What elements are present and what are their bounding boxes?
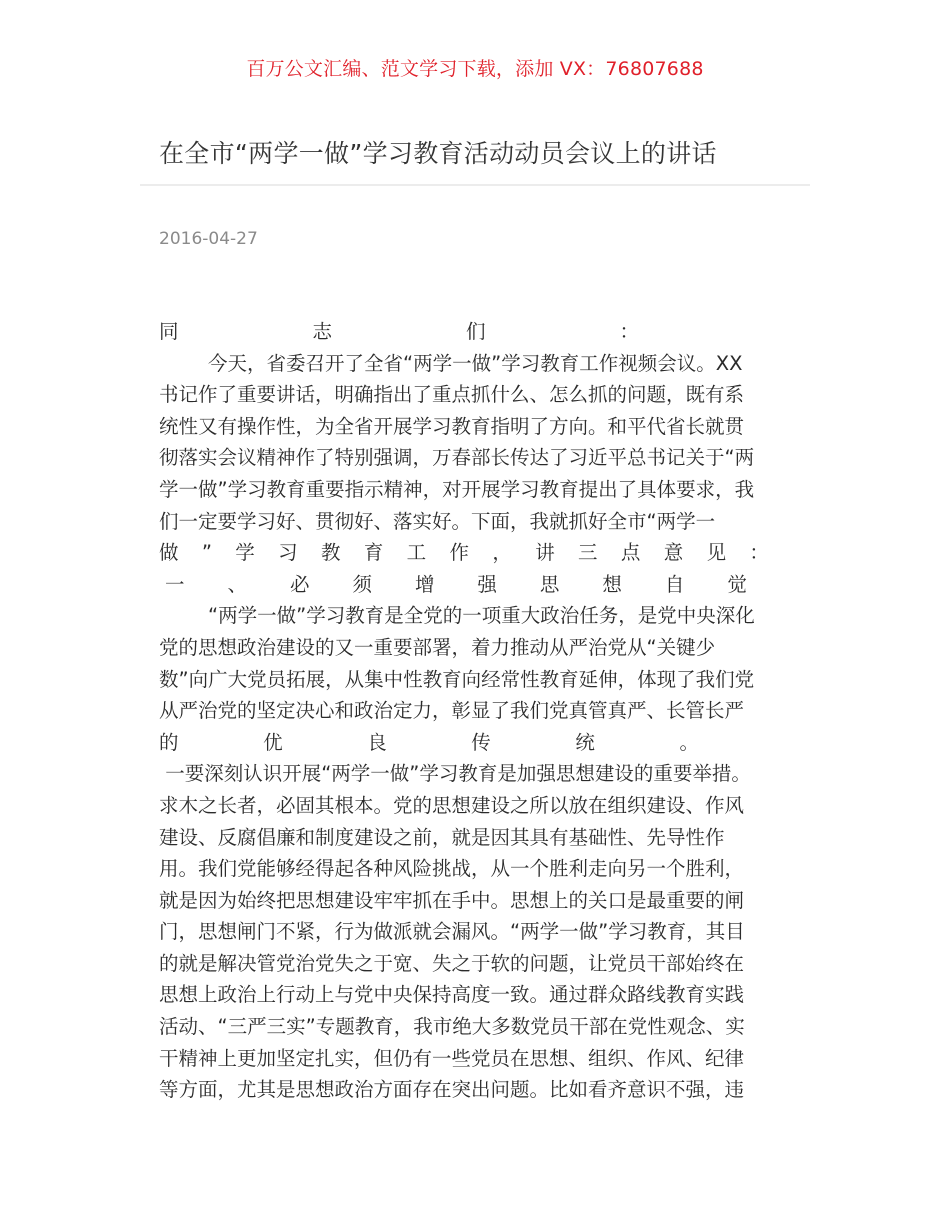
paragraph-line: 门，思想闸门不紧，行为做派就会漏风。“两学一做”学习教育，其目 — [159, 920, 745, 944]
paragraph-line: 今天，省委召开了全省“两学一做”学习教育工作视频会议。XX — [208, 351, 743, 375]
salutation-char: 志 — [312, 320, 332, 343]
promo-banner: 百万公文汇编、范文学习下载，添加 VX：76807688 — [246, 58, 704, 80]
paragraph-line: 建设、反腐倡廉和制度建设之前，就是因其具有基础性、先导性作 — [159, 825, 725, 849]
paragraph-line: 数”向广大党员拓展，从集中性教育向经常性教育延伸，体现了我们党 — [159, 667, 755, 691]
paragraph-line: 的就是解决管党治党失之于宽、失之于软的问题，让党员干部始终在 — [159, 951, 745, 975]
char: 。 — [679, 730, 699, 754]
char: ： — [749, 541, 769, 565]
char: 工 — [406, 541, 427, 565]
char: 优 — [263, 730, 283, 754]
spread-line — [159, 727, 791, 759]
char: 讲 — [535, 541, 555, 565]
char: 自 — [664, 572, 685, 596]
spread-line — [159, 537, 791, 569]
paragraph-line: 就是因为始终把思想建设牢牢抓在手中。思想上的关口是最重要的闸 — [159, 888, 745, 912]
char: 传 — [471, 730, 491, 754]
char: 必 — [289, 572, 310, 596]
paragraph-line: 书记作了重要讲话，明确指出了重点抓什么、怎么抓的问题，既有系 — [159, 383, 745, 407]
char: 一 — [165, 572, 185, 596]
salutation-char: 们 — [465, 320, 486, 343]
char: 强 — [477, 572, 497, 596]
paragraph-line: 党的思想政治建设的又一重要部署，着力推动从严治党从“关键少 — [159, 635, 716, 659]
char: 点 — [620, 541, 641, 565]
paragraph-line: 一要深刻认识开展“两学一做”学习教育是加强思想建设的重要举措。 — [159, 762, 751, 786]
char: 习 — [278, 541, 298, 565]
paragraph-line: 等方面，尤其是思想政治方面存在突出问题。比如看齐意识不强，违 — [159, 1078, 745, 1102]
char: 须 — [352, 572, 372, 596]
paragraph-line: “两学一做”学习教育是全党的一项重大政治任务，是党中央深化 — [208, 604, 755, 628]
salutation-char: 同 — [159, 320, 179, 343]
char: ” — [201, 541, 212, 565]
char: 增 — [414, 572, 435, 596]
paragraph-line: 学一做”学习教育重要指示精神，对开展学习教育提出了具体要求，我 — [159, 477, 755, 501]
section-heading-1 — [159, 569, 791, 601]
paragraph-line: 求木之长者，必固其根本。党的思想建设之所以放在组织建设、作风 — [159, 793, 745, 817]
paragraph-line: 干精神上更加坚定扎实，但仍有一些党员在思想、组织、作风、纪律 — [159, 1046, 745, 1070]
char: 学 — [235, 541, 255, 565]
char: 三 — [578, 541, 598, 565]
paragraph-line: 活动、“三严三实”专题教育，我市绝大多数党员干部在党性观念、实 — [159, 1015, 745, 1039]
salutation-char: ： — [619, 320, 639, 343]
char: 的 — [159, 730, 179, 754]
char: 统 — [575, 730, 595, 754]
paragraph-line: 彻落实会议精神作了特别强调，万春部长传达了习近平总书记关于“两 — [159, 446, 755, 470]
char: 觉 — [727, 572, 747, 596]
page-title: 在全市“两学一做”学习教育活动动员会议上的讲话 — [159, 139, 717, 168]
char: 、 — [227, 572, 247, 596]
char: 思 — [539, 572, 560, 596]
title-divider — [140, 184, 810, 186]
char: 教 — [320, 541, 341, 565]
char: 良 — [367, 730, 387, 754]
paragraph-line: 用。我们党能够经得起各种风险挑战，从一个胜利走向另一个胜利， — [159, 857, 745, 881]
publish-date: 2016-04-27 — [159, 229, 258, 249]
char: 作 — [449, 541, 470, 565]
char: ， — [492, 541, 512, 565]
paragraph-line: 统性又有操作性，为全省开展学习教育指明了方向。和平代省长就贯 — [159, 414, 745, 438]
char: 意 — [663, 541, 684, 565]
article-body — [159, 316, 791, 1106]
salutation — [159, 316, 791, 348]
paragraph-line: 从严治党的坚定决心和政治定力，彰显了我们党真管真严、长管长严 — [159, 699, 745, 723]
paragraph-line: 思想上政治上行动上与党中央保持高度一致。通过群众路线教育实践 — [159, 983, 745, 1007]
char: 想 — [602, 572, 622, 596]
char: 育 — [363, 541, 384, 565]
char: 见 — [706, 541, 727, 565]
char: 做 — [159, 541, 179, 565]
paragraph-line: 们一定要学习好、贯彻好、落实好。下面，我就抓好全市“两学一 — [159, 509, 716, 533]
